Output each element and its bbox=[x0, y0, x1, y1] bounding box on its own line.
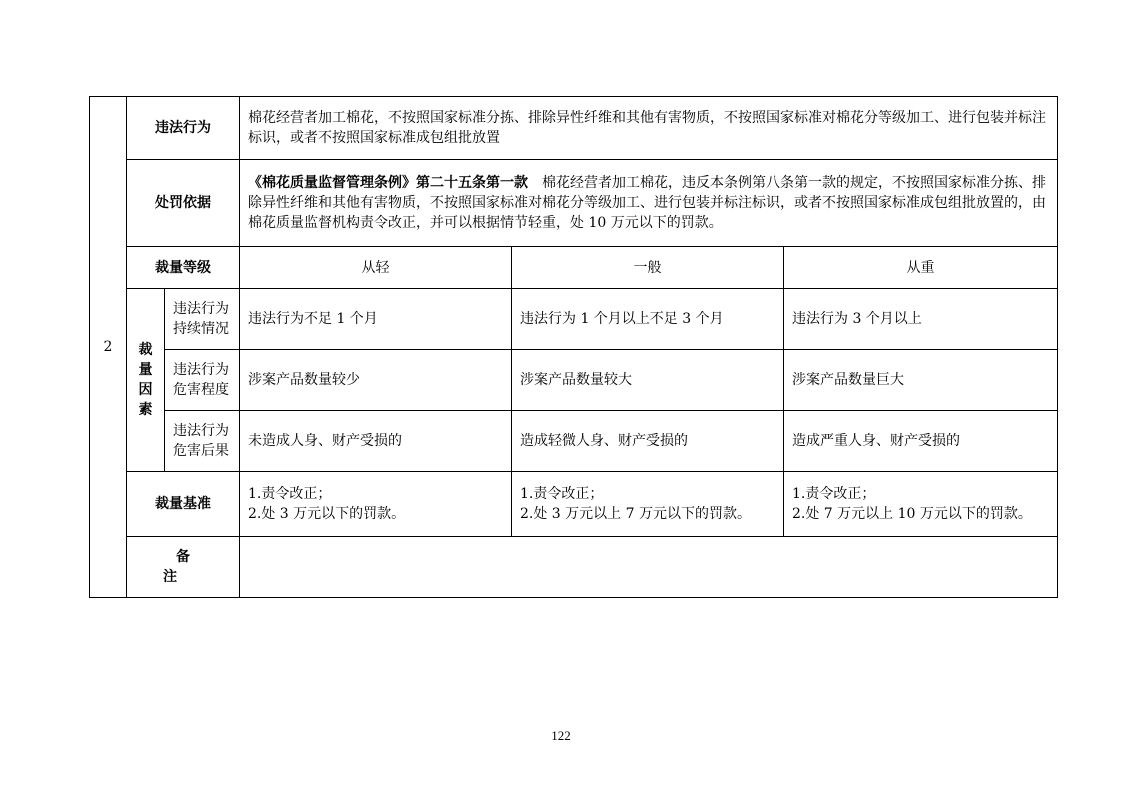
factor-name-line: 危害程度 bbox=[173, 382, 229, 398]
levels-label: 裁量等级 bbox=[127, 247, 240, 289]
factor-name-line: 持续情况 bbox=[173, 321, 229, 337]
basis-law: 《棉花质量监督管理条例》第二十五条第一款 bbox=[248, 175, 528, 191]
factor-name-line: 危害后果 bbox=[173, 443, 229, 459]
factor-normal: 涉案产品数量较大 bbox=[512, 350, 784, 411]
benchmark-label: 裁量基准 bbox=[127, 472, 240, 537]
factor-normal: 造成轻微人身、财产受损的 bbox=[512, 411, 784, 472]
basis-body: 棉花经营者加工棉花，违反本条例第八条第一款的规定，不按照国家标准分拣、排除异性纤维和其他有害物质，不按照国家标准对棉花分等级加工、进行包装并标注标识，或者不按照国家标准成包组批放置的，由棉花质量监督机构责令改正，并可以根据情节轻重，处 10 万元以下的罚款。 bbox=[248, 175, 1046, 231]
remarks-label bbox=[127, 537, 240, 598]
row-number: 2 bbox=[90, 97, 127, 598]
remarks-text bbox=[240, 537, 1058, 598]
factor-row bbox=[90, 411, 1058, 472]
factor-light: 违法行为不足 1 个月 bbox=[240, 289, 512, 350]
discretion-table bbox=[89, 96, 1058, 598]
benchmark-line: 1.责令改正； bbox=[248, 486, 332, 502]
factors-label-char: 量 bbox=[138, 362, 153, 378]
benchmark-heavy bbox=[784, 472, 1058, 537]
factor-name-line: 违法行为 bbox=[173, 362, 229, 378]
basis-row bbox=[90, 160, 1058, 247]
basis-label: 处罚依据 bbox=[127, 160, 240, 247]
benchmark-line: 2.处 3 万元以上 7 万元以下的罚款。 bbox=[520, 506, 751, 522]
level-normal: 一般 bbox=[512, 247, 784, 289]
factor-name-line: 违法行为 bbox=[173, 301, 229, 317]
benchmark-line: 2.处 7 万元以上 10 万元以下的罚款。 bbox=[792, 506, 1032, 522]
violation-label: 违法行为 bbox=[127, 97, 240, 160]
remarks-row bbox=[90, 537, 1058, 598]
factor-row bbox=[90, 350, 1058, 411]
factor-heavy: 涉案产品数量巨大 bbox=[784, 350, 1058, 411]
factors-label-char: 裁 bbox=[138, 342, 153, 358]
basis-text bbox=[240, 160, 1058, 247]
factor-heavy: 违法行为 3 个月以上 bbox=[784, 289, 1058, 350]
factor-normal: 违法行为 1 个月以上不足 3 个月 bbox=[512, 289, 784, 350]
violation-text: 棉花经营者加工棉花，不按照国家标准分拣、排除异性纤维和其他有害物质，不按照国家标准对棉花分等级加工、进行包装并标注标识，或者不按照国家标准成包组批放置 bbox=[240, 97, 1058, 160]
page-number: 122 bbox=[551, 728, 571, 743]
remarks-label-text: 备注 bbox=[163, 549, 216, 585]
benchmark-line: 2.处 3 万元以下的罚款。 bbox=[248, 506, 406, 522]
factors-label-char: 素 bbox=[138, 402, 153, 418]
factor-name bbox=[165, 350, 240, 411]
factor-row bbox=[90, 289, 1058, 350]
benchmark-line: 1.责令改正； bbox=[520, 486, 604, 502]
factor-light: 未造成人身、财产受损的 bbox=[240, 411, 512, 472]
levels-row bbox=[90, 247, 1058, 289]
factors-label bbox=[127, 289, 165, 472]
factor-name bbox=[165, 411, 240, 472]
benchmark-row bbox=[90, 472, 1058, 537]
factor-name bbox=[165, 289, 240, 350]
factor-heavy: 造成严重人身、财产受损的 bbox=[784, 411, 1058, 472]
benchmark-light bbox=[240, 472, 512, 537]
violation-row bbox=[90, 97, 1058, 160]
factors-label-char: 因 bbox=[138, 382, 153, 398]
level-light: 从轻 bbox=[240, 247, 512, 289]
level-heavy: 从重 bbox=[784, 247, 1058, 289]
benchmark-normal bbox=[512, 472, 784, 537]
factor-light: 涉案产品数量较少 bbox=[240, 350, 512, 411]
factor-name-line: 违法行为 bbox=[173, 423, 229, 439]
benchmark-line: 1.责令改正； bbox=[792, 486, 876, 502]
